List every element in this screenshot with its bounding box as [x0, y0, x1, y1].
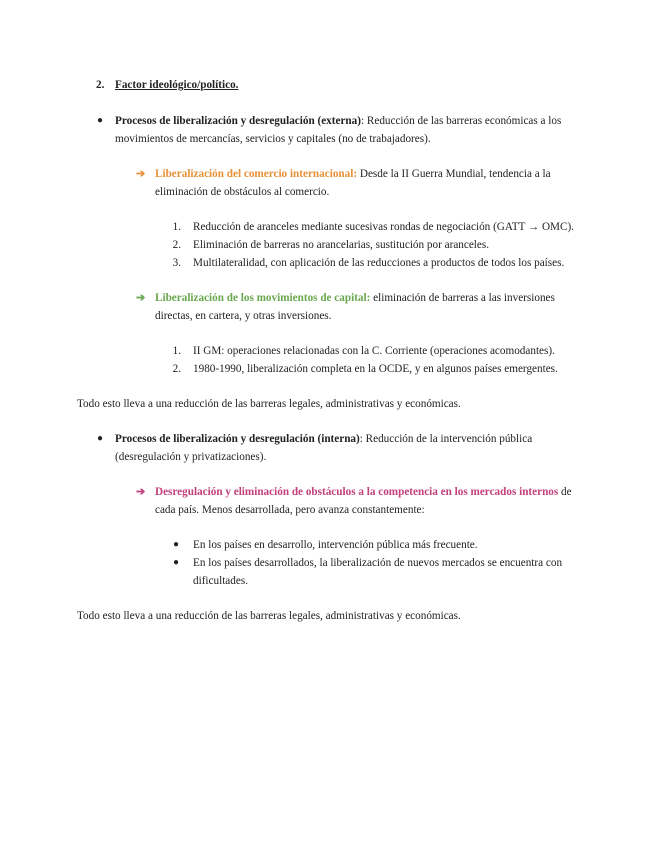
- arrow-trade-icon: ➔: [136, 168, 146, 180]
- capital-text-2: directas, en cartera, y otras inversiones.: [155, 310, 332, 322]
- trade-text-1: Desde la II Guerra Mundial, tendencia a la: [357, 168, 551, 180]
- external-text-2: movimientos de mercancías, servicios y capitales (no de trabajadores).: [115, 133, 431, 145]
- internal-heading: Procesos de liberalización y desregulación (interna): [115, 433, 360, 445]
- capital-text-1: eliminación de barreras a las inversiones: [370, 292, 555, 304]
- summary-1: Todo esto lleva a una reducción de las barreras legales, administrativas y económicas.: [77, 398, 461, 410]
- external-paragraph-line1: [115, 112, 561, 130]
- internal-text-1: : Reducción de la intervención pública: [359, 433, 533, 445]
- deregulation-text-2: cada país. Menos desarrollada, pero avanza constantemente:: [155, 504, 425, 516]
- arrow-deregulation-icon: ➔: [136, 486, 146, 498]
- summary-2: Todo esto lleva a una reducción de las barreras legales, administrativas y económicas.: [77, 610, 461, 622]
- deregulation-heading: Desregulación y eliminación de obstáculos a la competencia en los mercados internos: [155, 486, 559, 498]
- section-title: Factor ideológico/político.: [115, 79, 239, 91]
- deregulation-paragraph-line1: [155, 483, 572, 501]
- section-number: 2.: [96, 79, 105, 91]
- capital-heading: Liberalización de los movimientos de capital:: [155, 292, 371, 304]
- external-heading: Procesos de liberalización y desregulación (externa): [115, 115, 361, 127]
- trade-item: Reducción de aranceles mediante sucesivas rondas de negociación (GATT → OMC).: [193, 221, 574, 233]
- capital-item: II GM: operaciones relacionadas con la C. Corriente (operaciones acomodantes).: [193, 345, 555, 357]
- arrow-capital-icon: ➔: [136, 292, 146, 304]
- trade-item-number: 3.: [172, 257, 181, 269]
- bullet-internal: ●: [97, 433, 104, 444]
- trade-item: Multilateralidad, con aplicación de las reducciones a productos de todos los países.: [193, 257, 565, 269]
- trade-paragraph-line1: [155, 165, 551, 183]
- deregulation-bullet: ●: [173, 557, 180, 568]
- capital-item-number: 1.: [172, 345, 181, 357]
- trade-text-2: eliminación de obstáculos al comercio.: [155, 186, 330, 198]
- deregulation-bullet: ●: [173, 539, 180, 550]
- deregulation-item: En los países desarrollados, la liberalización de nuevos mercados se encuentra con: [193, 557, 563, 569]
- trade-item-number: 2.: [172, 239, 181, 251]
- internal-text-2: (desregulación y privatizaciones).: [115, 451, 267, 463]
- capital-item: 1980-1990, liberalización completa en la OCDE, y en algunos países emergentes.: [193, 363, 558, 375]
- trade-heading: Liberalización del comercio internacional:: [155, 168, 358, 180]
- trade-item: Eliminación de barreras no arancelarias, sustitución por aranceles.: [193, 239, 490, 251]
- deregulation-item: En los países en desarrollo, intervención pública más frecuente.: [193, 539, 478, 551]
- deregulation-text-1: de: [558, 486, 572, 498]
- external-text-1: : Reducción de las barreras económicas a los: [360, 115, 562, 127]
- internal-paragraph-line1: [115, 430, 532, 448]
- capital-paragraph-line1: [155, 289, 555, 307]
- deregulation-item-continuation: dificultades.: [193, 575, 248, 587]
- trade-item-number: 1.: [172, 221, 181, 233]
- bullet-external: ●: [97, 115, 104, 126]
- capital-item-number: 2.: [172, 363, 181, 375]
